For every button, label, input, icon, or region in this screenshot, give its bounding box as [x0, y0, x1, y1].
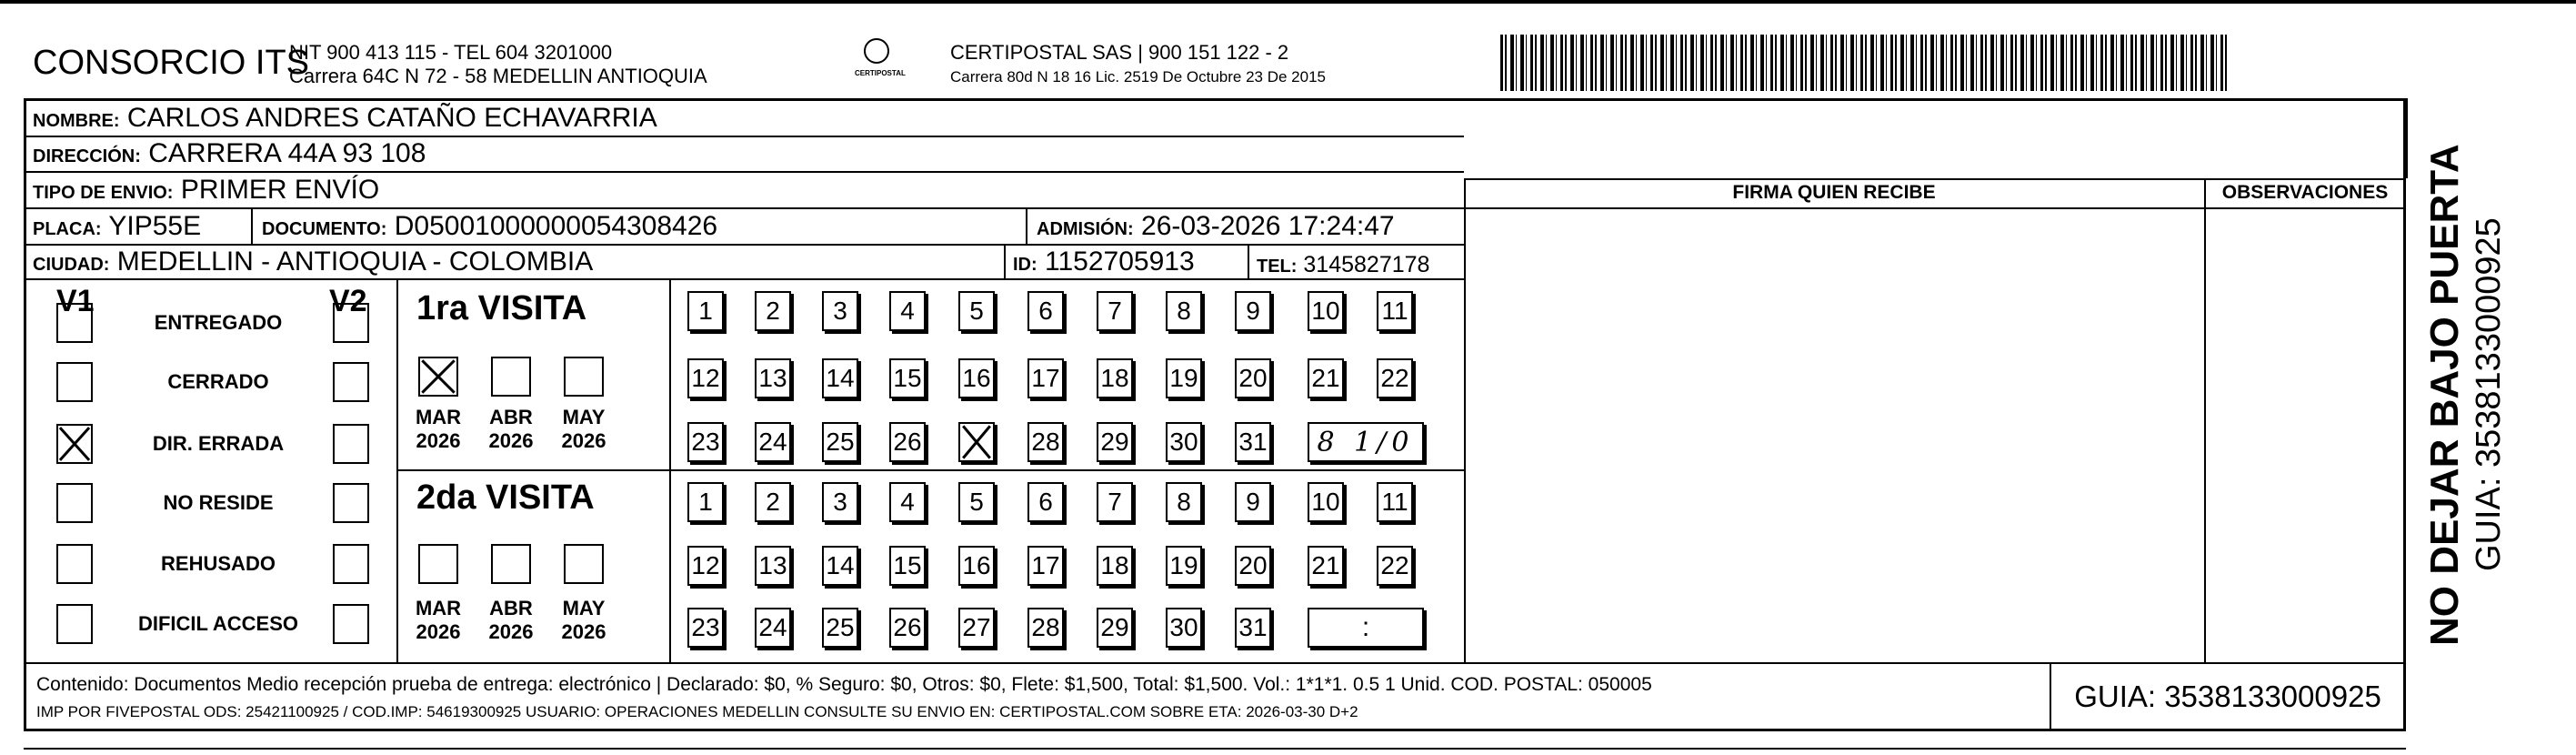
side-guia: GUIA: 3538133000925: [2470, 217, 2508, 571]
company-name: CONSORCIO ITS: [33, 44, 310, 82]
visit1-day-box[interactable]: 31: [1235, 422, 1271, 462]
bottom-border: [24, 748, 2406, 750]
visit2-day-box[interactable]: 4: [889, 482, 926, 522]
nombre-row: [33, 103, 657, 136]
visit2-day-box[interactable]: 15: [889, 546, 926, 586]
id-field: [1013, 247, 1195, 280]
visit2-day-box[interactable]: 27: [958, 608, 995, 648]
field-divider: [1248, 244, 1249, 278]
visit1-day-box[interactable]: 24: [755, 422, 791, 462]
v2-checkbox[interactable]: [333, 303, 369, 343]
tipo-value: PRIMER ENVÍO: [180, 175, 380, 205]
v1-checkbox[interactable]: [56, 483, 93, 523]
visit2-day-box[interactable]: 11: [1377, 482, 1413, 522]
visit2-day-box[interactable]: 1: [687, 482, 724, 522]
visit1-day-box[interactable]: 17: [1027, 358, 1064, 398]
visit1-day-box[interactable]: 26: [889, 422, 926, 462]
field-divider: [1026, 207, 1027, 244]
visit1-day-box[interactable]: 13: [755, 358, 791, 398]
visit1-month-checkbox[interactable]: [564, 357, 604, 397]
documento-label: DOCUMENTO:: [262, 219, 387, 239]
visit2-day-box[interactable]: 2: [755, 482, 791, 522]
visit-divider: [396, 469, 1464, 471]
v1-checkbox[interactable]: [56, 303, 93, 343]
visit2-day-box[interactable]: 5: [958, 482, 995, 522]
v2-checkbox[interactable]: [333, 544, 369, 584]
v1-checkbox[interactable]: [56, 544, 93, 584]
visit1-day-box[interactable]: 19: [1166, 358, 1202, 398]
v1-checkbox[interactable]: [56, 362, 93, 402]
v2-checkbox[interactable]: [333, 483, 369, 523]
visit1-month-label: ABR 2026: [488, 406, 534, 452]
visit1-day-box[interactable]: 1: [687, 291, 724, 331]
visit2-month-checkbox[interactable]: [564, 544, 604, 584]
visit2-day-box[interactable]: 21: [1308, 546, 1344, 586]
visit2-day-box[interactable]: 31: [1235, 608, 1271, 648]
visit2-time-box[interactable]: :: [1308, 608, 1424, 648]
visit2-day-box[interactable]: 20: [1235, 546, 1271, 586]
visit1-day-box[interactable]: 6: [1027, 291, 1064, 331]
visit2-day-box[interactable]: 17: [1027, 546, 1064, 586]
certipostal-logo-icon: CERTIPOSTAL: [855, 38, 900, 91]
visit2-day-box[interactable]: 3: [822, 482, 858, 522]
admision-label: ADMISIÓN:: [1037, 219, 1134, 239]
visit1-day-box[interactable]: 2: [755, 291, 791, 331]
admision-field: [1037, 211, 1395, 245]
visit1-month-checkbox[interactable]: [491, 357, 531, 397]
documento-value: D05001000000054308426: [394, 211, 718, 241]
field-divider: [1004, 244, 1006, 278]
visit2-day-box[interactable]: 14: [822, 546, 858, 586]
direccion-label: DIRECCIÓN:: [33, 146, 141, 166]
v2-checkbox[interactable]: [333, 604, 369, 644]
row-divider: [1464, 178, 2406, 180]
status-label: CERRADO: [167, 370, 269, 393]
visit2-month-label: MAY 2026: [561, 597, 606, 643]
visit2-month-label: ABR 2026: [488, 597, 534, 643]
v1-checkbox[interactable]: [56, 604, 93, 644]
visit2-month-checkbox[interactable]: [491, 544, 531, 584]
status-label: DIFICIL ACCESO: [137, 612, 298, 635]
visit1-day-box[interactable]: 5: [958, 291, 995, 331]
visit1-day-box[interactable]: 4: [889, 291, 926, 331]
visit1-day-box[interactable]: 18: [1097, 358, 1133, 398]
visit2-month-label: MAR 2026: [415, 597, 462, 643]
visit1-day-box[interactable]: 3: [822, 291, 858, 331]
company-nit: NIT 900 413 115 - TEL 604 3201000: [289, 41, 613, 64]
visit2-title: 2da VISITA: [416, 478, 595, 517]
visit2-day-box[interactable]: 13: [755, 546, 791, 586]
visit2-day-box[interactable]: 24: [755, 608, 791, 648]
footer-guia: GUIA: 3538133000925: [2074, 680, 2381, 713]
v2-checkbox[interactable]: [333, 362, 369, 402]
status-label: ENTREGADO: [154, 311, 283, 334]
ciudad-value: MEDELLIN - ANTIOQUIA - COLOMBIA: [116, 247, 594, 277]
column-divider: [2406, 98, 2408, 178]
visit2-day-box[interactable]: 16: [958, 546, 995, 586]
direccion-value: CARRERA 44A 93 108: [148, 138, 426, 168]
firma-area[interactable]: [1466, 209, 2204, 660]
visit2-day-box[interactable]: 12: [687, 546, 724, 586]
ciudad-label: CIUDAD:: [33, 255, 110, 275]
tipo-row: [33, 175, 379, 208]
footer-divider: [24, 662, 2406, 664]
company-address: Carrera 64C N 72 - 58 MEDELLIN ANTIOQUIA: [289, 65, 707, 87]
visit2-day-box[interactable]: 22: [1377, 546, 1413, 586]
visit2-day-box[interactable]: 30: [1166, 608, 1202, 648]
v2-checkbox[interactable]: [333, 424, 369, 464]
visit1-day-box[interactable]: 30: [1166, 422, 1202, 462]
carrier-license: Carrera 80d N 18 16 Lic. 2519 De Octubre 23 De 2015: [950, 68, 1326, 86]
visit2-day-box[interactable]: 10: [1308, 482, 1344, 522]
visit1-day-box[interactable]: 8: [1166, 291, 1202, 331]
documento-field: [262, 211, 717, 245]
v1-header: V1: [56, 284, 95, 318]
visit2-day-box[interactable]: 29: [1097, 608, 1133, 648]
status-label: DIR. ERRADA: [152, 432, 285, 455]
visit1-time-box[interactable]: 8 1/0: [1308, 422, 1424, 462]
month-divider: [669, 278, 671, 662]
side-warning: NO DEJAR BAJO PUERTA: [2422, 144, 2467, 646]
visit1-day-box[interactable]: 9: [1235, 291, 1271, 331]
tel-field: [1257, 249, 1429, 282]
footer-content: Contenido: Documentos Medio recepción prueba de entrega: electrónico | Declarado: $0, % Seguro: $0, Otros: $0, Flete: $1,500, Total: $1,500. Vol.: 1*1*1. 0.5 1 Unid. COD. POSTAL: 050005: [36, 674, 1652, 695]
ciudad-field: [33, 247, 593, 280]
nombre-label: NOMBRE:: [33, 111, 120, 131]
observaciones-area[interactable]: [2206, 209, 2404, 660]
status-label: NO RESIDE: [163, 491, 274, 514]
visit1-day-box[interactable]: 14: [822, 358, 858, 398]
visit1-day-box[interactable]: 28: [1027, 422, 1064, 462]
visit1-day-box[interactable]: 29: [1097, 422, 1133, 462]
v1-checkbox[interactable]: [56, 424, 93, 464]
id-label: ID:: [1013, 255, 1037, 275]
visit2-month-checkbox[interactable]: [418, 544, 458, 584]
visit2-day-box[interactable]: 9: [1235, 482, 1271, 522]
id-value: 1152705913: [1045, 247, 1195, 277]
visit1-day-box[interactable]: 12: [687, 358, 724, 398]
barcode: [1500, 35, 2228, 91]
visit1-day-box[interactable]: 21: [1308, 358, 1344, 398]
visit1-day-box[interactable]: 22: [1377, 358, 1413, 398]
visit2-day-box[interactable]: 19: [1166, 546, 1202, 586]
footer-print-info: IMP POR FIVEPOSTAL ODS: 25421100925 / COD.IMP: 54619300925 USUARIO: OPERACIONES MEDELLIN CONSULTE SU ENVIO EN: CERTIPOSTAL.COM SOBRE ETA: 2026-03-30 D+2: [36, 703, 1358, 720]
firma-header: FIRMA QUIEN RECIBE: [1732, 182, 1936, 203]
visit1-day-box[interactable]: 20: [1235, 358, 1271, 398]
visit1-day-box[interactable]: 25: [822, 422, 858, 462]
visit2-day-box[interactable]: 18: [1097, 546, 1133, 586]
v2-header: V2: [329, 284, 367, 318]
visit1-title: 1ra VISITA: [416, 289, 587, 327]
status-label: REHUSADO: [161, 552, 276, 575]
nombre-value: CARLOS ANDRES CATAÑO ECHAVARRIA: [126, 103, 657, 133]
observaciones-header: OBSERVACIONES: [2221, 182, 2389, 203]
status-divider: [396, 278, 398, 662]
placa-value: YIP55E: [108, 211, 202, 241]
placa-label: PLACA:: [33, 219, 102, 239]
visit1-day-box[interactable]: 16: [958, 358, 995, 398]
visit2-day-box[interactable]: 28: [1027, 608, 1064, 648]
visit1-day-box[interactable]: 10: [1308, 291, 1344, 331]
top-border: [0, 0, 2576, 4]
visit2-day-box[interactable]: 8: [1166, 482, 1202, 522]
tipo-label: TIPO DE ENVIO:: [33, 183, 174, 203]
carrier-info: CERTIPOSTAL SAS | 900 151 122 - 2: [950, 41, 1289, 64]
admision-value: 26-03-2026 17:24:47: [1141, 211, 1395, 241]
field-divider: [251, 207, 253, 244]
visit1-day-box[interactable]: 11: [1377, 291, 1413, 331]
placa-field: [33, 211, 201, 245]
visit2-day-box[interactable]: 7: [1097, 482, 1133, 522]
visit2-day-box[interactable]: 6: [1027, 482, 1064, 522]
visit1-day-box[interactable]: 23: [687, 422, 724, 462]
tel-label: TEL:: [1257, 257, 1298, 277]
visit2-day-box[interactable]: 23: [687, 608, 724, 648]
visit1-day-box[interactable]: 7: [1097, 291, 1133, 331]
visit1-month-checkbox[interactable]: [418, 357, 458, 397]
direccion-row: [33, 138, 426, 172]
visit1-day-box[interactable]: 15: [889, 358, 926, 398]
visit1-month-label: MAR 2026: [415, 406, 462, 452]
tel-value: 3145827178: [1303, 252, 1430, 277]
visit2-day-box[interactable]: 25: [822, 608, 858, 648]
visit1-day-box[interactable]: [958, 422, 995, 462]
visit1-month-label: MAY 2026: [561, 406, 606, 452]
visit2-day-box[interactable]: 26: [889, 608, 926, 648]
